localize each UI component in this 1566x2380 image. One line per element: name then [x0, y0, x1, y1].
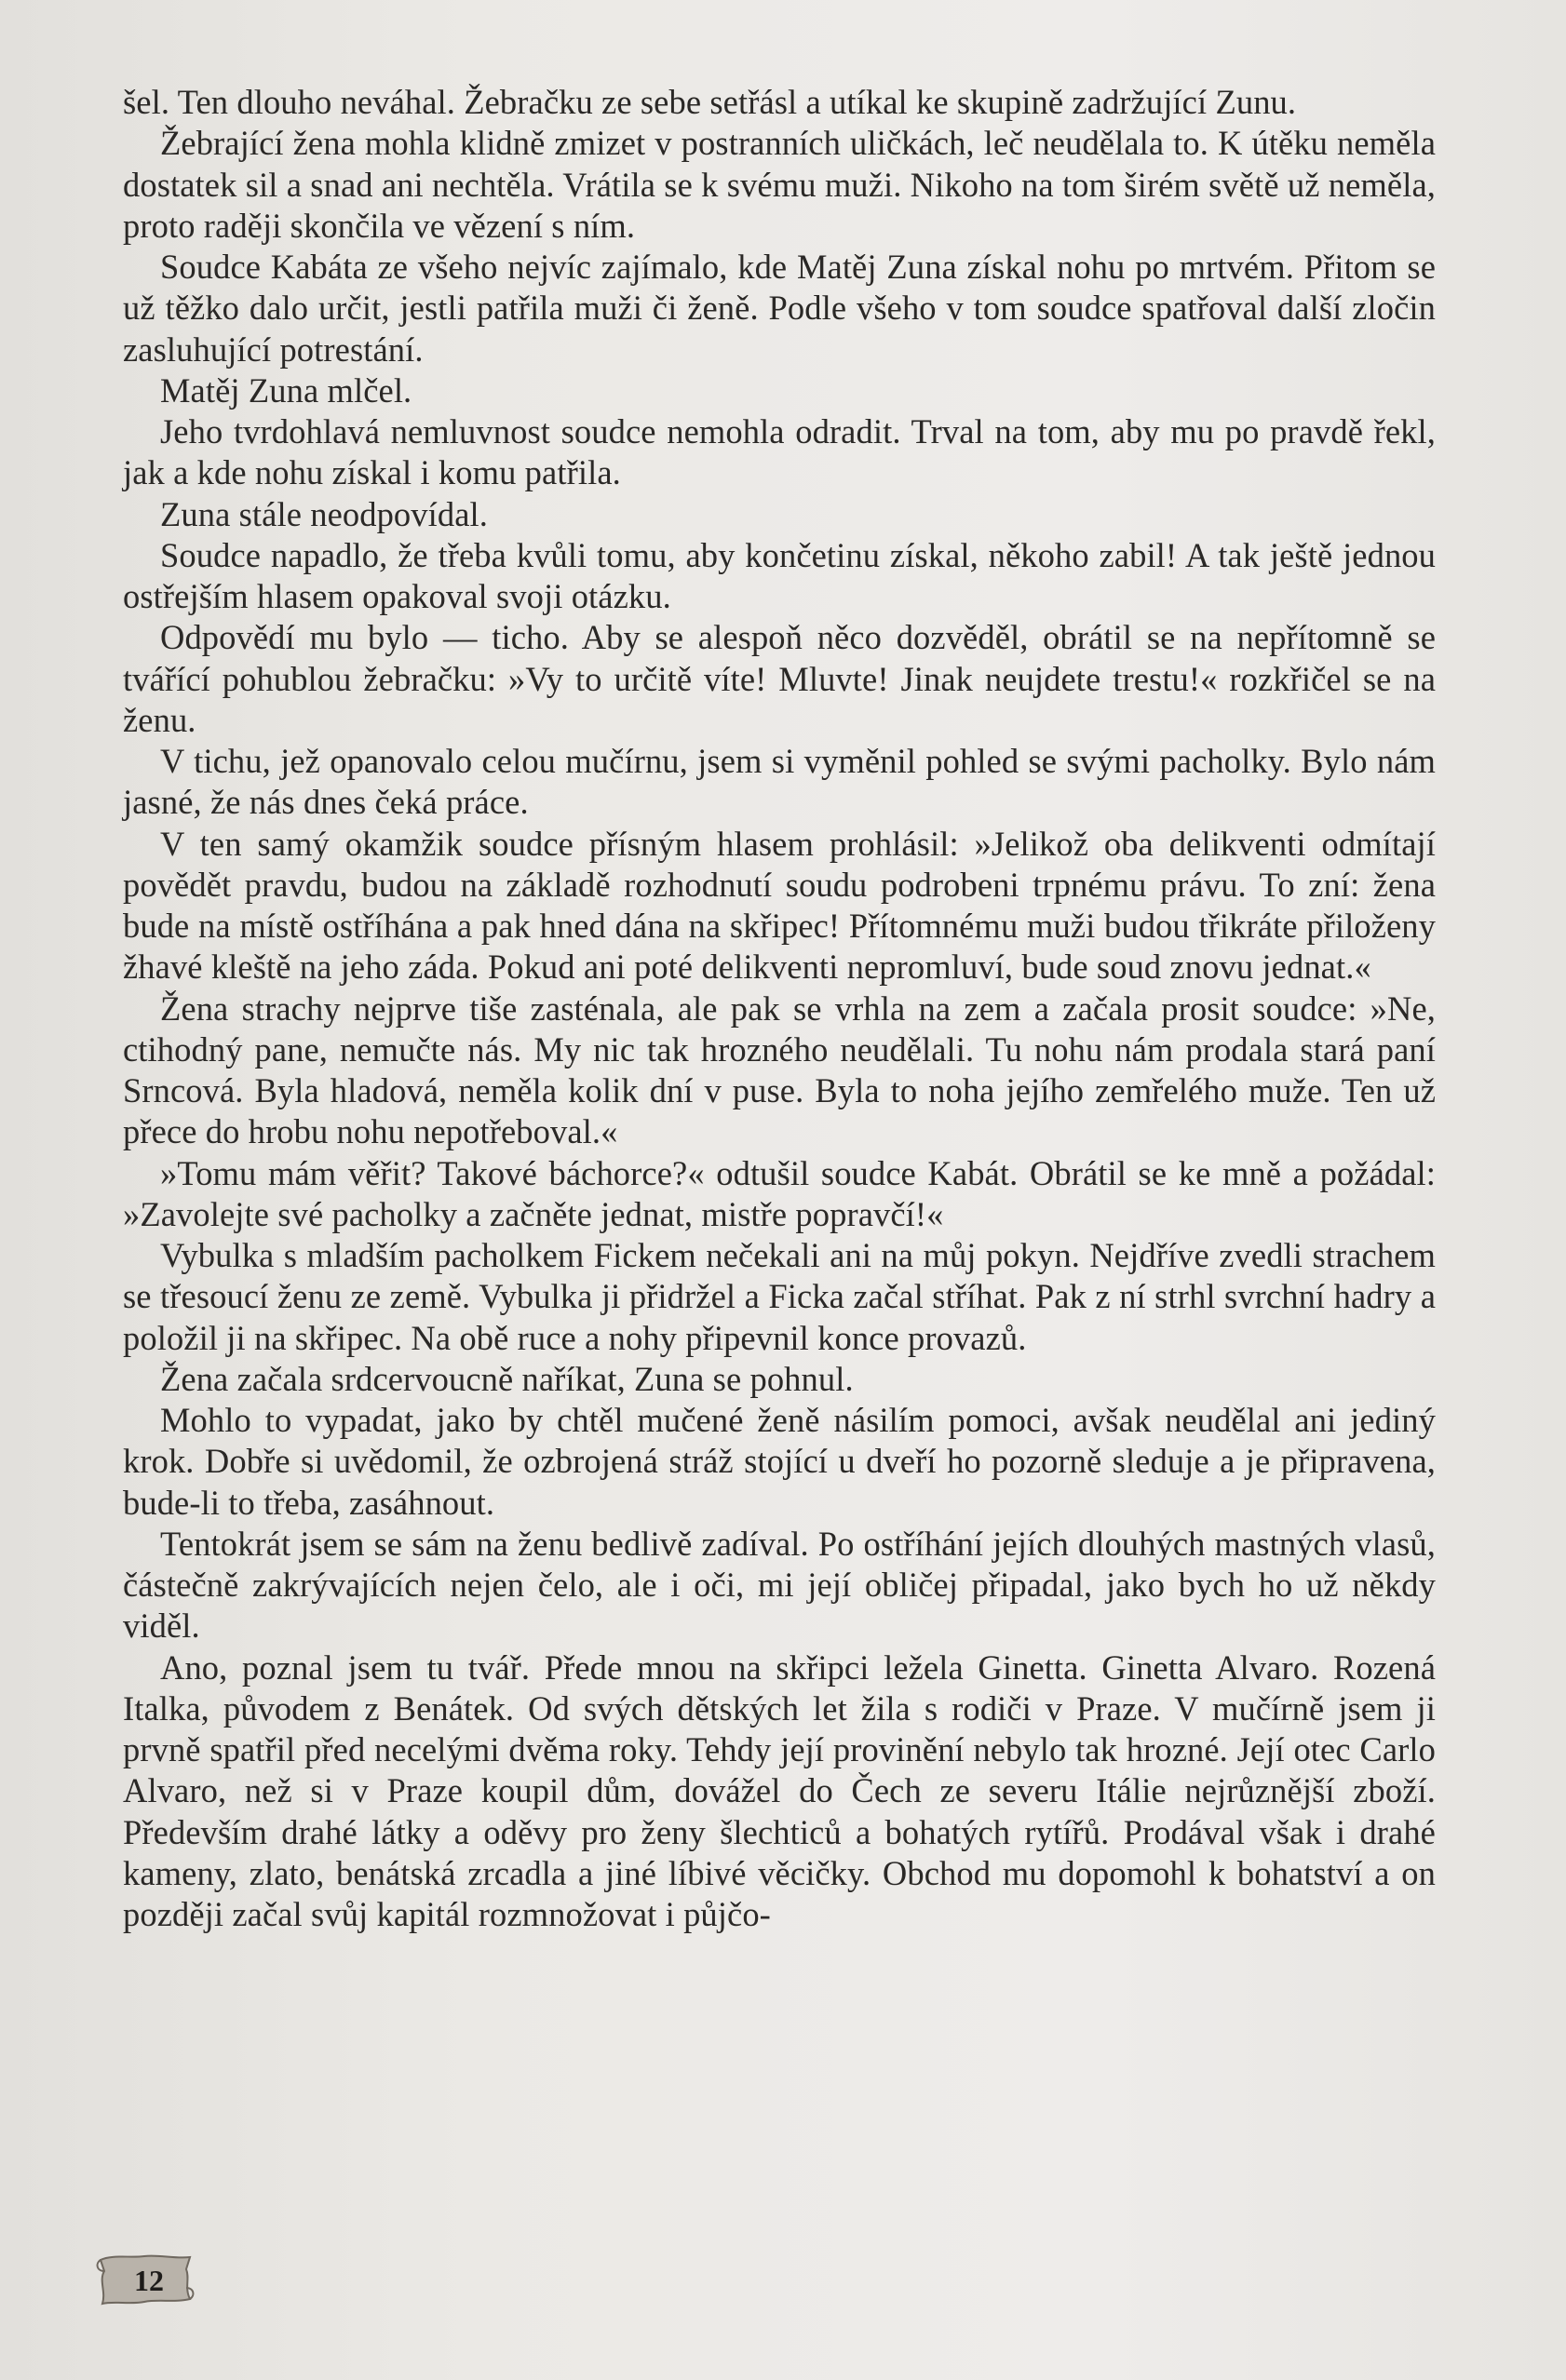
- paragraph: Jeho tvrdohlavá nemluvnost soudce nemohla odradit. Trval na tom, aby mu po pravdě řekl, jak a kde nohu získal i komu patřila.: [123, 412, 1436, 492]
- paragraph: Soudce Kabáta ze všeho nejvíc zajímalo, kde Matěj Zuna získal nohu po mrtvém. Přitom se už těžko dalo určit, jestli patřila muži či ženě. Podle všeho v tom soudce spatřoval další zločin zasluhující potrestání.: [123, 248, 1436, 369]
- paragraph: »Tomu mám věřit? Takové báchorce?« odtušil soudce Kabát. Obrátil se ke mně a požádal: »Zavolejte své pacholky a začněte jednat, mistře popravčí!«: [123, 1153, 1436, 1233]
- paragraph: V tichu, jež opanovalo celou mučírnu, jsem si vyměnil pohled se svými pacholky. Bylo nám jasné, že nás dnes čeká práce.: [123, 742, 1436, 822]
- paragraph: Odpovědí mu bylo — ticho. Aby se alespoň něco dozvěděl, obrátil se na nepřítomně se tvářící pohublou žebračku: »Vy to určitě víte! Mluvte! Jinak neujdete trestu!« rozkřičel se na ženu.: [123, 618, 1436, 739]
- paragraph: Mohlo to vypadat, jako by chtěl mučené ženě násilím pomoci, avšak neudělal ani jediný krok. Dobře si uvědomil, že ozbrojená stráž stojící u dveří ho pozorně sleduje a je připravena, bude-li to třeba, zasáhnout.: [123, 1401, 1436, 1522]
- paragraph: šel. Ten dlouho neváhal. Žebračku ze sebe setřásl a utíkal ke skupině zadržující Zunu.: [123, 83, 1297, 121]
- paragraph: Tentokrát jsem se sám na ženu bedlivě zadíval. Po ostříhání jejích dlouhých mastných vlasů, částečně zakrývajících nejen čelo, ale i oči, mi její obličej připadal, jako bych ho už někdy viděl.: [123, 1524, 1436, 1646]
- body-text: [123, 82, 1436, 1935]
- page-number: 12: [134, 2264, 164, 2297]
- paragraph: V ten samý okamžik soudce přísným hlasem prohlásil: »Jelikož oba delikventi odmítají povědět pravdu, budou na základě rozhodnutí soudu podrobeni trpnému právu. To zní: žena bude na místě ostříhána a pak hned dána na skřipec! Přítomnému muži budou třikráte přiloženy žhavé kleště na jeho záda. Pokud ani poté delikventi nepromluví, bude soud znovu jednat.«: [123, 824, 1436, 987]
- paragraph: Zuna stále neodpovídal.: [160, 494, 488, 533]
- paragraph: Vybulka s mladším pacholkem Fickem nečekali ani na můj pokyn. Nejdříve zvedli strachem se třesoucí ženu ze země. Vybulka ji přidržel a Ficka začal stříhat. Pak z ní strhl svrchní hadry a položil ji na skřipec. Na obě ruce a nohy připevnil konce provazů.: [123, 1236, 1436, 1357]
- paragraph: Žena strachy nejprve tiše zasténala, ale pak se vrhla na zem a začala prosit soudce: »Ne, ctihodný pane, nemučte nás. My nic tak hrozného neudělali. Tu nohu nám prodala stará paní Srncová. Byla hladová, neměla kolik dní v puse. Byla to noha jejího zemřelého muže. Ten už přece do hrobu nohu nepotřeboval.«: [123, 988, 1436, 1151]
- paragraph: Ano, poznal jsem tu tvář. Přede mnou na skřipci ležela Ginetta. Ginetta Alvaro. Rozená Italka, původem z Benátek. Od svých dětských let žila s rodiči v Praze. V mučírně jsem ji prvně spatřil před necelými dvěma roky. Tehdy její provinění nebylo tak hrozné. Její otec Carlo Alvaro, než si v Praze koupil dům, dovážel do Čech ze severu Itálie nejrůznější zboží. Především drahé látky a oděvy pro ženy šlechticů a bohatých rytířů. Prodával však i drahé kameny, zlato, benátská zrcadla a jiné líbivé věcičky. Obchod mu dopomohl k bohatství a on později začal svůj kapitál rozmnožovat i půjčo-: [123, 1647, 1436, 1933]
- page-number-badge: [93, 2251, 196, 2310]
- paragraph: Žena začala srdcervoucně naříkat, Zuna se pohnul.: [160, 1359, 854, 1398]
- paragraph: Soudce napadlo, že třeba kvůli tomu, aby končetinu získal, někoho zabil! A tak ještě jednou ostřejším hlasem opakoval svoji otázku.: [123, 535, 1436, 615]
- paragraph: Žebrající žena mohla klidně zmizet v postranních uličkách, leč neudělala to. K útěku neměla dostatek sil a snad ani nechtěla. Vrátila se k svému muži. Nikoho na tom širém světě už neměla, proto raději skončila ve vězení s ním.: [123, 124, 1436, 245]
- paragraph: Matěj Zuna mlčel.: [160, 370, 412, 410]
